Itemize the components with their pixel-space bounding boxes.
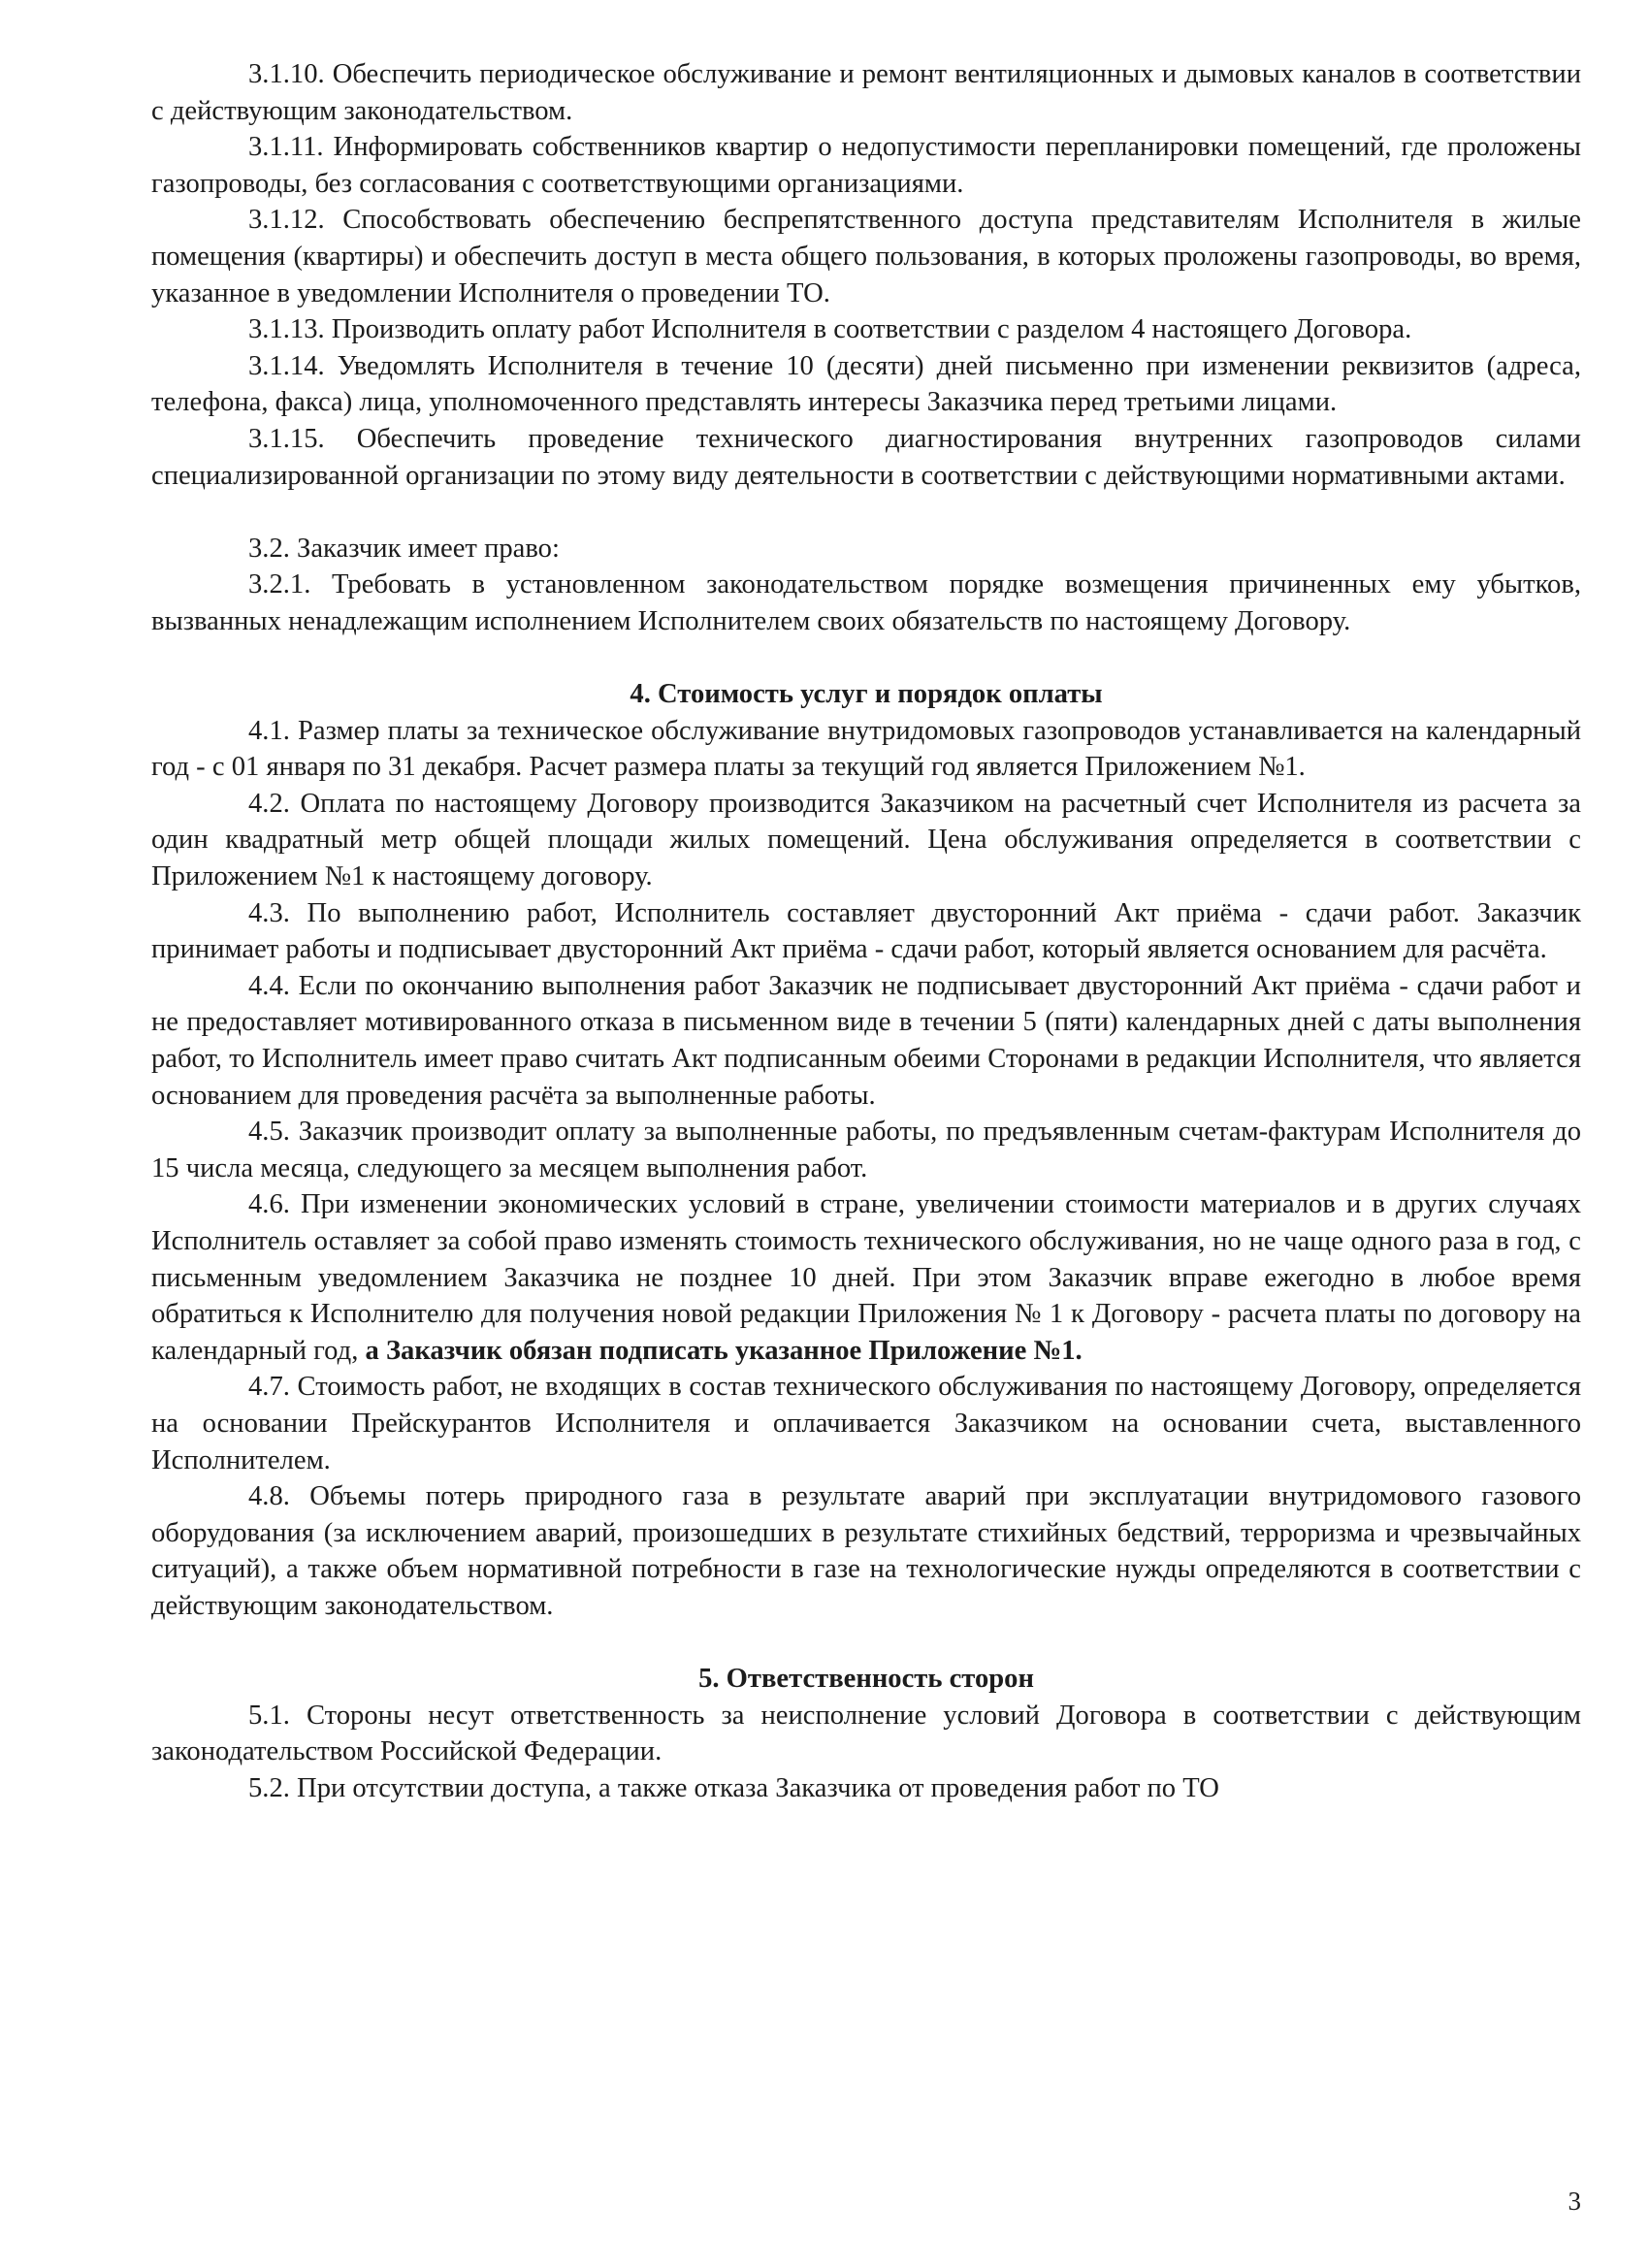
clause-5-2: 5.2. При отсутствии доступа, а также отказа Заказчика от проведения работ по ТО	[248, 1772, 1219, 1803]
clause-3-1-15: 3.1.15. Обеспечить проведение технического диагностирования внутренних газопроводов силами специализированной организации по этому виду деятельности в соответствии с действующими нормативными актами.	[151, 423, 1581, 491]
clause-3-1-10: 3.1.10. Обеспечить периодическое обслуживание и ремонт вентиляционных и дымовых каналов в соответствии с действующим законодательством.	[151, 59, 1581, 126]
clause-3-2: 3.2. Заказчик имеет право:	[248, 533, 560, 564]
document-page	[151, 56, 1581, 1807]
section-4-heading: 4. Стоимость услуг и порядок оплаты	[630, 679, 1103, 710]
clause-4-6	[151, 1186, 1581, 1369]
clause-5-1: 5.1. Стороны несут ответственность за неисполнение условий Договора в соответствии с действующим законодательством Российской Федерации.	[151, 1700, 1581, 1767]
spacer	[151, 1625, 1581, 1662]
clause-3-1-12: 3.1.12. Способствовать обеспечению беспрепятственного доступа представителям Исполнителя в жилые помещения (квартиры) и обеспечить доступ в места общего пользования, в которых проложены газопроводы, во время, указанное в уведомлении Исполнителя о проведении ТО.	[151, 205, 1581, 308]
clause-4-8: 4.8. Объемы потерь природного газа в результате аварий при эксплуатации внутридомового газового оборудования (за исключением аварий, произошедших в результате стихийных бедствий, терроризма и чрезвычайных ситуаций), а также объем нормативной потребности в газе на технологические нужды определяются в соответствии с действующим законодательством.	[151, 1481, 1581, 1621]
clause-4-3: 4.3. По выполнению работ, Исполнитель составляет двусторонний Акт приёма - сдачи работ. Заказчик принимает работы и подписывает двусторонний Акт приёма - сдачи работ, который является основанием для расчёта.	[151, 897, 1581, 965]
clause-3-1-14: 3.1.14. Уведомлять Исполнителя в течение 10 (десяти) дней письменно при изменении реквизитов (адреса, телефона, факса) лица, уполномоченного представлять интересы Заказчика перед третьими лицами.	[151, 350, 1581, 418]
page-number: 3	[1568, 2187, 1581, 2216]
clause-3-2-1: 3.2.1. Требовать в установленном законодательством порядке возмещения причиненных ему убытков, вызванных ненадлежащим исполнением Исполнителем своих обязательств по настоящему Договору.	[151, 569, 1581, 636]
spacer	[151, 494, 1581, 531]
spacer	[151, 640, 1581, 677]
section-5-heading: 5. Ответственность сторон	[698, 1664, 1034, 1695]
clause-4-7: 4.7. Стоимость работ, не входящих в состав технического обслуживания по настоящему Договору, определяется на основании Прейскурантов Исполнителя и оплачивается Заказчиком на основании счета, выставленного Исполнителем.	[151, 1372, 1581, 1475]
clause-4-6-text: 4.6. При изменении экономических условий в стране, увеличении стоимости материалов и в других случаях Исполнитель оставляет за собой право изменять стоимость технического обслуживания, но не чаще одного раза в год, с письменным уведомлением Заказчика не позднее 10 дней. При этом Заказчик вправе ежегодно в любое время обратиться к Исполнителю для получения новой редакции Приложения № 1 к Договору - расчета платы по договору на календарный год,	[151, 1189, 1581, 1366]
clause-3-1-11: 3.1.11. Информировать собственников квартир о недопустимости перепланировки помещений, где проложены газопроводы, без согласования с соответствующими организациями.	[151, 132, 1581, 199]
clause-4-6-bold: а Заказчик обязан подписать указанное Приложение №1.	[365, 1335, 1083, 1366]
clause-4-4: 4.4. Если по окончанию выполнения работ Заказчик не подписывает двусторонний Акт приёма - сдачи работ и не предоставляет мотивированного отказа в письменном виде в течении 5 (пяти) календарных дней с даты выполнения работ, то Исполнитель имеет право считать Акт подписанным обеими Сторонами в редакции Исполнителя, что является основанием для проведения расчёта за выполненные работы.	[151, 970, 1581, 1111]
clause-4-5: 4.5. Заказчик производит оплату за выполненные работы, по предъявленным счетам-фактурам Исполнителя до 15 числа месяца, следующего за месяцем выполнения работ.	[151, 1117, 1581, 1183]
clause-4-1: 4.1. Размер платы за техническое обслуживание внутридомовых газопроводов устанавливается на календарный год - с 01 января по 31 декабря. Расчет размера платы за текущий год является Приложением №1.	[151, 715, 1581, 783]
clause-3-1-13: 3.1.13. Производить оплату работ Исполнителя в соответствии с разделом 4 настоящего Договора.	[248, 314, 1412, 345]
clause-4-2: 4.2. Оплата по настоящему Договору производится Заказчиком на расчетный счет Исполнителя из расчета за один квадратный метр общей площади жилых помещений. Цена обслуживания определяется в соответствии с Приложением №1 к настоящему договору.	[151, 788, 1581, 892]
